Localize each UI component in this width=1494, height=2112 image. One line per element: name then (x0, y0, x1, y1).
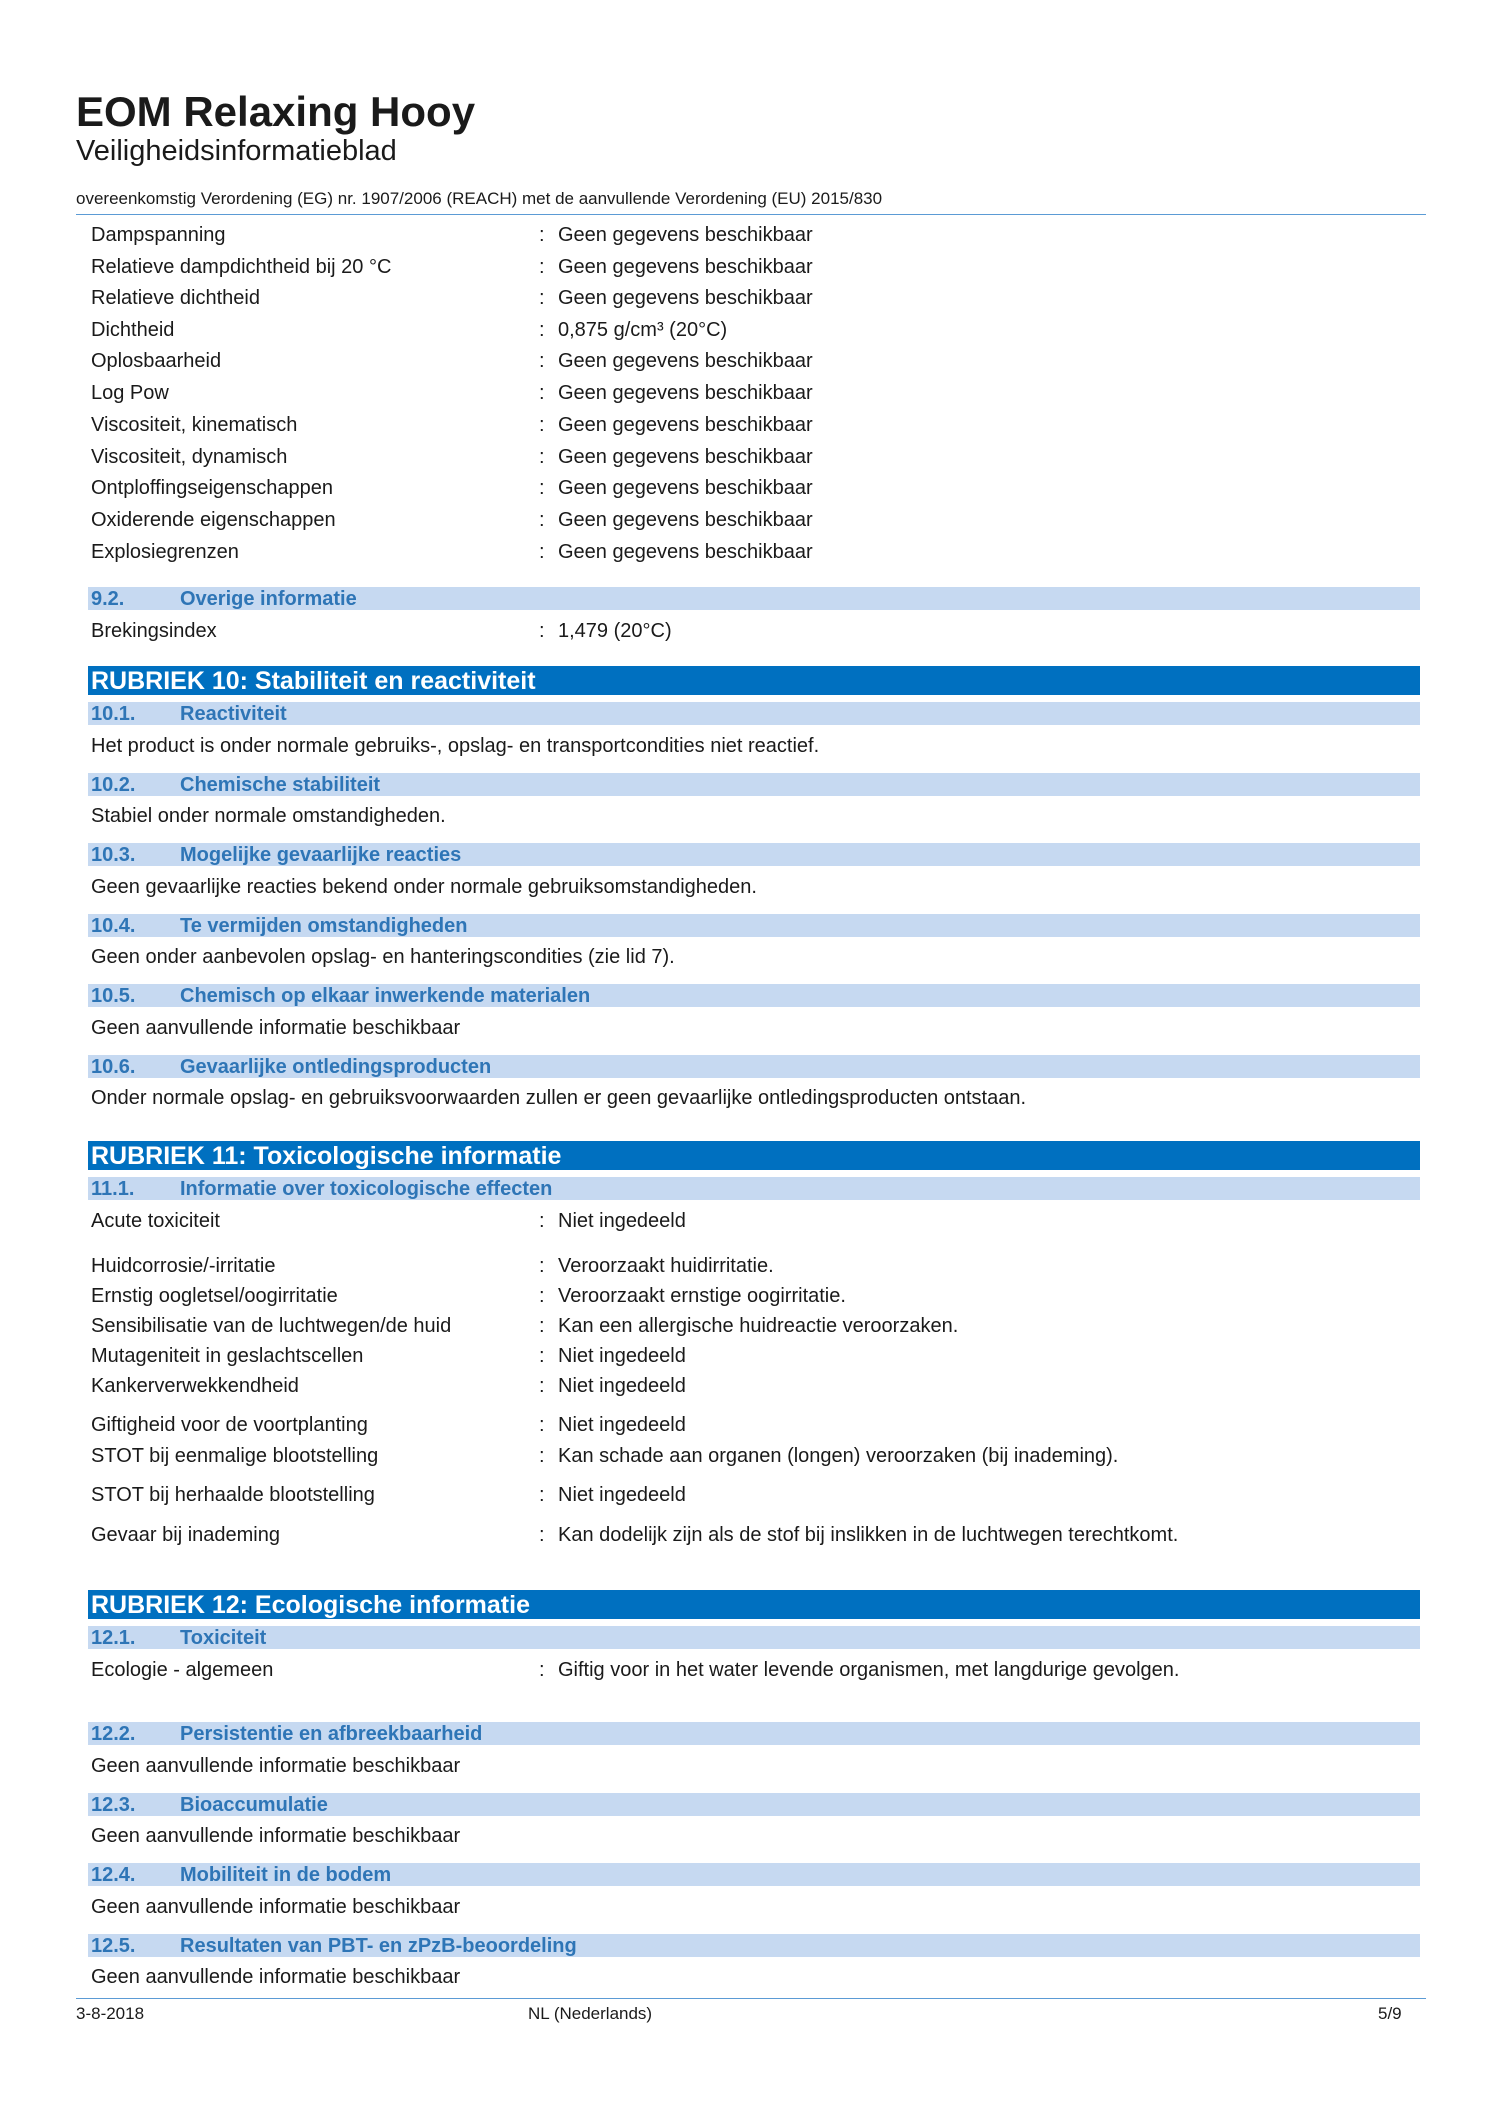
subsection-header-12-5 (88, 1934, 1420, 1957)
colon: : (539, 477, 545, 499)
tox-label: Gevaar bij inademing (91, 1524, 280, 1546)
prop-value: Geen gegevens beschikbaar (558, 477, 813, 499)
subsection-title: Gevaarlijke ontledingsproducten (180, 1056, 492, 1078)
tox-value: Kan schade aan organen (longen) veroorzaken (bij inademing). (558, 1445, 1119, 1467)
colon: : (539, 446, 545, 468)
colon: : (539, 509, 545, 531)
tox-value: Kan een allergische huidreactie veroorzaken. (558, 1315, 959, 1337)
subsection-title: Chemische stabiliteit (180, 774, 381, 796)
tox-label: Mutageniteit in geslachtscellen (91, 1345, 364, 1367)
section-title: RUBRIEK 12: Ecologische informatie (91, 1591, 530, 1619)
subsection-header-9-2 (88, 587, 1420, 610)
eco-label: Ecologie - algemeen (91, 1659, 274, 1681)
subsection-text: Het product is onder normale gebruiks-, opslag- en transportcondities niet reactief. (91, 735, 820, 757)
prop-label: Relatieve dampdichtheid bij 20 °C (91, 256, 392, 278)
subsection-header-10-3 (88, 843, 1420, 866)
subsection-number: 10.2. (91, 774, 136, 796)
tox-label: STOT bij herhaalde blootstelling (91, 1484, 375, 1506)
colon: : (539, 256, 545, 278)
colon: : (539, 1659, 545, 1681)
subsection-title: Informatie over toxicologische effecten (180, 1178, 553, 1200)
subsection-text: Stabiel onder normale omstandigheden. (91, 805, 446, 827)
footer-page-number: 5/9 (1378, 2004, 1402, 2023)
prop-label: Viscositeit, dynamisch (91, 446, 288, 468)
tox-label: Huidcorrosie/-irritatie (91, 1255, 276, 1277)
footer-date: 3-8-2018 (76, 2004, 145, 2023)
subsection-number: 10.5. (91, 985, 136, 1007)
tox-value: Kan dodelijk zijn als de stof bij inslikken in de luchtwegen terechtkomt. (558, 1524, 1179, 1546)
tox-value: Niet ingedeeld (558, 1484, 686, 1506)
prop-label: Relatieve dichtheid (91, 287, 260, 309)
colon: : (539, 1255, 545, 1277)
subsection-header-12-1 (88, 1626, 1420, 1649)
subsection-text: Geen aanvullende informatie beschikbaar (91, 1755, 461, 1777)
subsection-title: Mobiliteit in de bodem (180, 1864, 392, 1886)
section-header-11 (88, 1141, 1420, 1170)
prop-value: Geen gegevens beschikbaar (558, 287, 813, 309)
prop-label: Ontploffingseigenschappen (91, 477, 334, 499)
colon: : (539, 1484, 545, 1506)
colon: : (539, 350, 545, 372)
prop-value: Geen gegevens beschikbaar (558, 224, 813, 246)
section-header-10 (88, 666, 1420, 695)
tox-value: Veroorzaakt ernstige oogirritatie. (558, 1285, 846, 1307)
prop-value: 1,479 (20°C) (558, 620, 672, 642)
prop-value: Geen gegevens beschikbaar (558, 256, 813, 278)
colon: : (539, 319, 545, 341)
colon: : (539, 1524, 545, 1546)
colon: : (539, 541, 545, 563)
tox-value: Niet ingedeeld (558, 1345, 686, 1367)
section-title: RUBRIEK 10: Stabiliteit en reactiviteit (91, 667, 536, 695)
subsection-title: Resultaten van PBT- en zPzB-beoordeling (180, 1935, 577, 1957)
subsection-header-12-2 (88, 1722, 1420, 1745)
prop-label: Explosiegrenzen (91, 541, 239, 563)
tox-label: Sensibilisatie van de luchtwegen/de huid (91, 1315, 452, 1337)
prop-value: 0,875 g/cm³ (20°C) (558, 319, 728, 341)
subsection-header-10-4 (88, 914, 1420, 937)
colon: : (539, 620, 545, 642)
subsection-title: Chemisch op elkaar inwerkende materialen (180, 985, 591, 1007)
colon: : (539, 1445, 545, 1467)
subsection-title: Mogelijke gevaarlijke reacties (180, 844, 462, 866)
subsection-number: 9.2. (91, 588, 125, 610)
prop-value: Geen gegevens beschikbaar (558, 350, 813, 372)
subsection-header-10-6 (88, 1055, 1420, 1078)
subsection-header-12-3 (88, 1793, 1420, 1816)
subsection-number: 12.2. (91, 1723, 136, 1745)
prop-value: Geen gegevens beschikbaar (558, 509, 813, 531)
tox-value: Veroorzaakt huidirritatie. (558, 1255, 774, 1277)
subsection-number: 10.4. (91, 915, 136, 937)
subsection-title: Reactiviteit (180, 703, 287, 725)
subsection-title: Toxiciteit (180, 1627, 267, 1649)
subsection-number: 10.1. (91, 703, 136, 725)
subsection-title: Overige informatie (180, 588, 357, 610)
prop-value: Geen gegevens beschikbaar (558, 541, 813, 563)
prop-label: Viscositeit, kinematisch (91, 414, 298, 436)
prop-label: Oxiderende eigenschappen (91, 509, 336, 531)
subsection-number: 10.6. (91, 1056, 136, 1078)
header-divider (76, 214, 1426, 215)
subsection-header-11-1 (88, 1177, 1420, 1200)
colon: : (539, 1375, 545, 1397)
prop-value: Geen gegevens beschikbaar (558, 414, 813, 436)
tox-value: Niet ingedeeld (558, 1375, 686, 1397)
colon: : (539, 382, 545, 404)
subsection-title: Te vermijden omstandigheden (180, 915, 468, 937)
prop-value: Geen gegevens beschikbaar (558, 382, 813, 404)
colon: : (539, 1210, 545, 1232)
subsection-number: 12.3. (91, 1794, 136, 1816)
subsection-text: Geen aanvullende informatie beschikbaar (91, 1896, 461, 1918)
subsection-number: 11.1. (91, 1178, 135, 1200)
colon: : (539, 1414, 545, 1436)
colon: : (539, 1345, 545, 1367)
subsection-text: Geen aanvullende informatie beschikbaar (91, 1966, 461, 1988)
subsection-text: Onder normale opslag- en gebruiksvoorwaarden zullen er geen gevaarlijke ontledingsproducten ontstaan. (91, 1087, 1027, 1109)
section-title: RUBRIEK 11: Toxicologische informatie (91, 1142, 562, 1170)
footer-divider (76, 1998, 1426, 1999)
subsection-number: 12.5. (91, 1935, 136, 1957)
colon: : (539, 224, 545, 246)
footer-language: NL (Nederlands) (528, 2004, 653, 2023)
tox-label: Acute toxiciteit (91, 1210, 220, 1232)
subsection-number: 10.3. (91, 844, 136, 866)
subsection-header-12-4 (88, 1863, 1420, 1886)
subsection-title: Persistentie en afbreekbaarheid (180, 1723, 483, 1745)
prop-label: Log Pow (91, 382, 169, 404)
colon: : (539, 287, 545, 309)
subsection-header-10-2 (88, 773, 1420, 796)
document-subtitle: Veiligheidsinformatieblad (76, 135, 397, 167)
subsection-header-10-1 (88, 702, 1420, 725)
colon: : (539, 414, 545, 436)
subsection-text: Geen gevaarlijke reacties bekend onder normale gebruiksomstandigheden. (91, 876, 757, 898)
prop-label: Brekingsindex (91, 620, 217, 642)
regulation-note: overeenkomstig Verordening (EG) nr. 1907/2006 (REACH) met de aanvullende Verordening (EU) 2015/830 (76, 189, 883, 208)
colon: : (539, 1315, 545, 1337)
prop-value: Geen gegevens beschikbaar (558, 446, 813, 468)
prop-label: Dampspanning (91, 224, 226, 246)
tox-value: Niet ingedeeld (558, 1414, 686, 1436)
tox-label: Giftigheid voor de voortplanting (91, 1414, 368, 1436)
tox-value: Niet ingedeeld (558, 1210, 686, 1232)
tox-label: Ernstig oogletsel/oogirritatie (91, 1285, 338, 1307)
subsection-text: Geen onder aanbevolen opslag- en hanteringscondities (zie lid 7). (91, 946, 675, 968)
tox-label: Kankerverwekkendheid (91, 1375, 299, 1397)
subsection-text: Geen aanvullende informatie beschikbaar (91, 1825, 461, 1847)
subsection-title: Bioaccumulatie (180, 1794, 328, 1816)
tox-label: STOT bij eenmalige blootstelling (91, 1445, 379, 1467)
subsection-header-10-5 (88, 984, 1420, 1007)
prop-label: Oplosbaarheid (91, 350, 222, 372)
colon: : (539, 1285, 545, 1307)
section-header-12 (88, 1590, 1420, 1619)
subsection-number: 12.1. (91, 1627, 136, 1649)
eco-value: Giftig voor in het water levende organismen, met langdurige gevolgen. (558, 1659, 1180, 1681)
product-title: EOM Relaxing Hooy (76, 88, 476, 135)
subsection-text: Geen aanvullende informatie beschikbaar (91, 1017, 461, 1039)
subsection-number: 12.4. (91, 1864, 136, 1886)
prop-label: Dichtheid (91, 319, 175, 341)
